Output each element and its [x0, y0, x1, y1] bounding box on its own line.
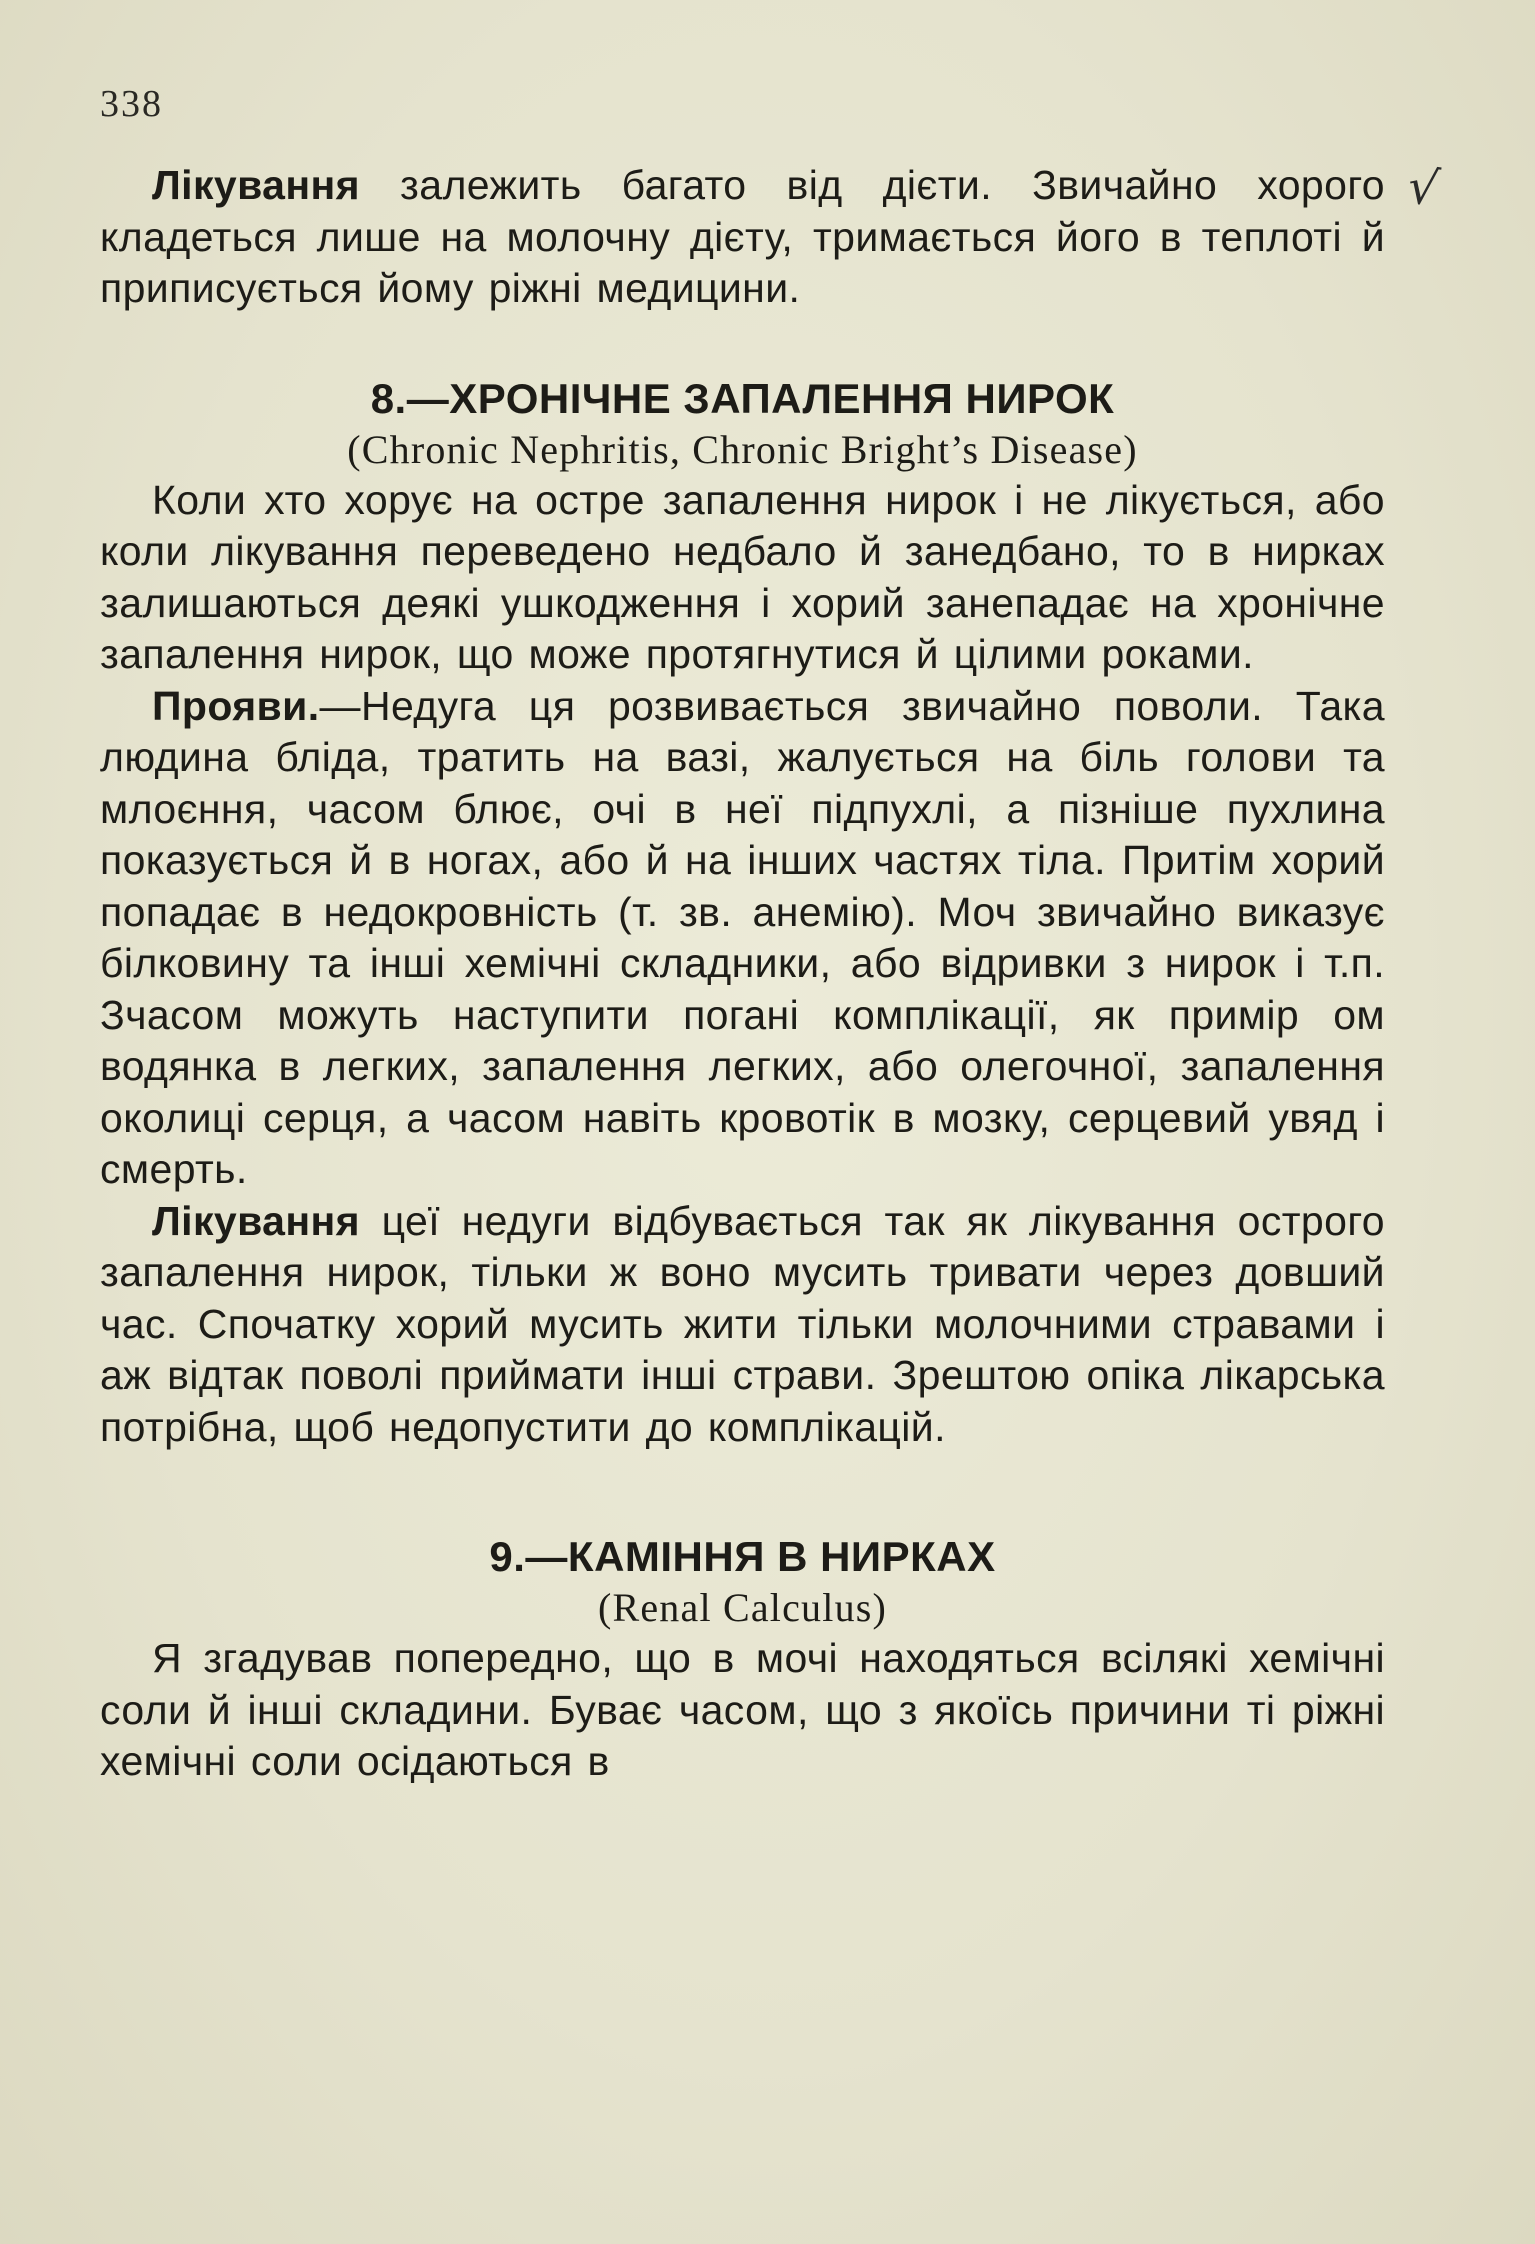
- handwritten-check-mark: √: [1404, 158, 1443, 218]
- section-9-subheading: (Renal Calculus): [597, 1585, 888, 1630]
- section-9-paragraph-1: Я згадував попередно, що в мочі находяться всілякі хемічні соли й інші складини. Буває часом, що з якоїсь причини ті ріжні хемічні соли осідаються в: [100, 1635, 1385, 1784]
- symptoms-text: —Недуга ця розвивається звичайно поволи. Така людина бліда, тратить на вазі, жалується на біль голови та млоєння, часом блює, очі в неї підпухлі, а пізніше пухлина показується й в ногах, або й на інших частях тіла. Притім хорий попадає в недокровність (т. зв. анемію). Моч звичайно виказує білковину та інші хемічні складники, або відривки з нирок і т.п. Зчасом можуть наступити погані комплікації, як примір ом водянка в легких, запалення легких, або олегочної, запалення околиці серця, а часом навіть кровотік в мозку, серцевий увяд і смерть.: [100, 682, 1385, 1192]
- page-number: 338: [100, 83, 163, 125]
- intro-lead: Лікування: [152, 162, 360, 208]
- intro-paragraph: [100, 160, 1385, 315]
- section-8-paragraph-3: [100, 1196, 1385, 1454]
- page-content: [100, 160, 1385, 1788]
- treatment-lead: Лікування: [152, 1197, 360, 1244]
- treatment-text: цеї недуги відбувається так як лікування острого запалення нирок, тільки ж воно мусить тривати через довший час. Спочатку хорий мусить жити тільки молочними стравами і аж відтак поволі приймати інші страви. Зрештою опіка лікарська потрібна, щоб недопустити до комплікацій.: [100, 1197, 1385, 1450]
- section-8-paragraph-2: [100, 681, 1385, 1196]
- symptoms-lead: Прояви.: [152, 682, 320, 729]
- section-8-subheading: (Chronic Nephritis, Chronic Bright’s Disease): [347, 426, 1138, 472]
- section-8-heading: 8.—ХРОНІЧНЕ ЗАПАЛЕННЯ НИРОК: [370, 374, 1115, 422]
- intro-text: залежить багато від дієти. Звичайно хорого кладеться лише на молочну дієту, тримається його в теплоті й приписується йому ріжні медицини.: [100, 162, 1385, 311]
- section-9-heading: 9.—КАМІННЯ В НИРКАХ: [489, 1533, 996, 1580]
- section-8-paragraph-1: Коли хто хорує на остре запалення нирок і не лікується, або коли лікування переведено недбало й занедбано, то в нирках залишаються деякі ушкодження і хорий занепадає на хронічне запалення нирок, що може протягнутися й цілими роками.: [100, 476, 1385, 677]
